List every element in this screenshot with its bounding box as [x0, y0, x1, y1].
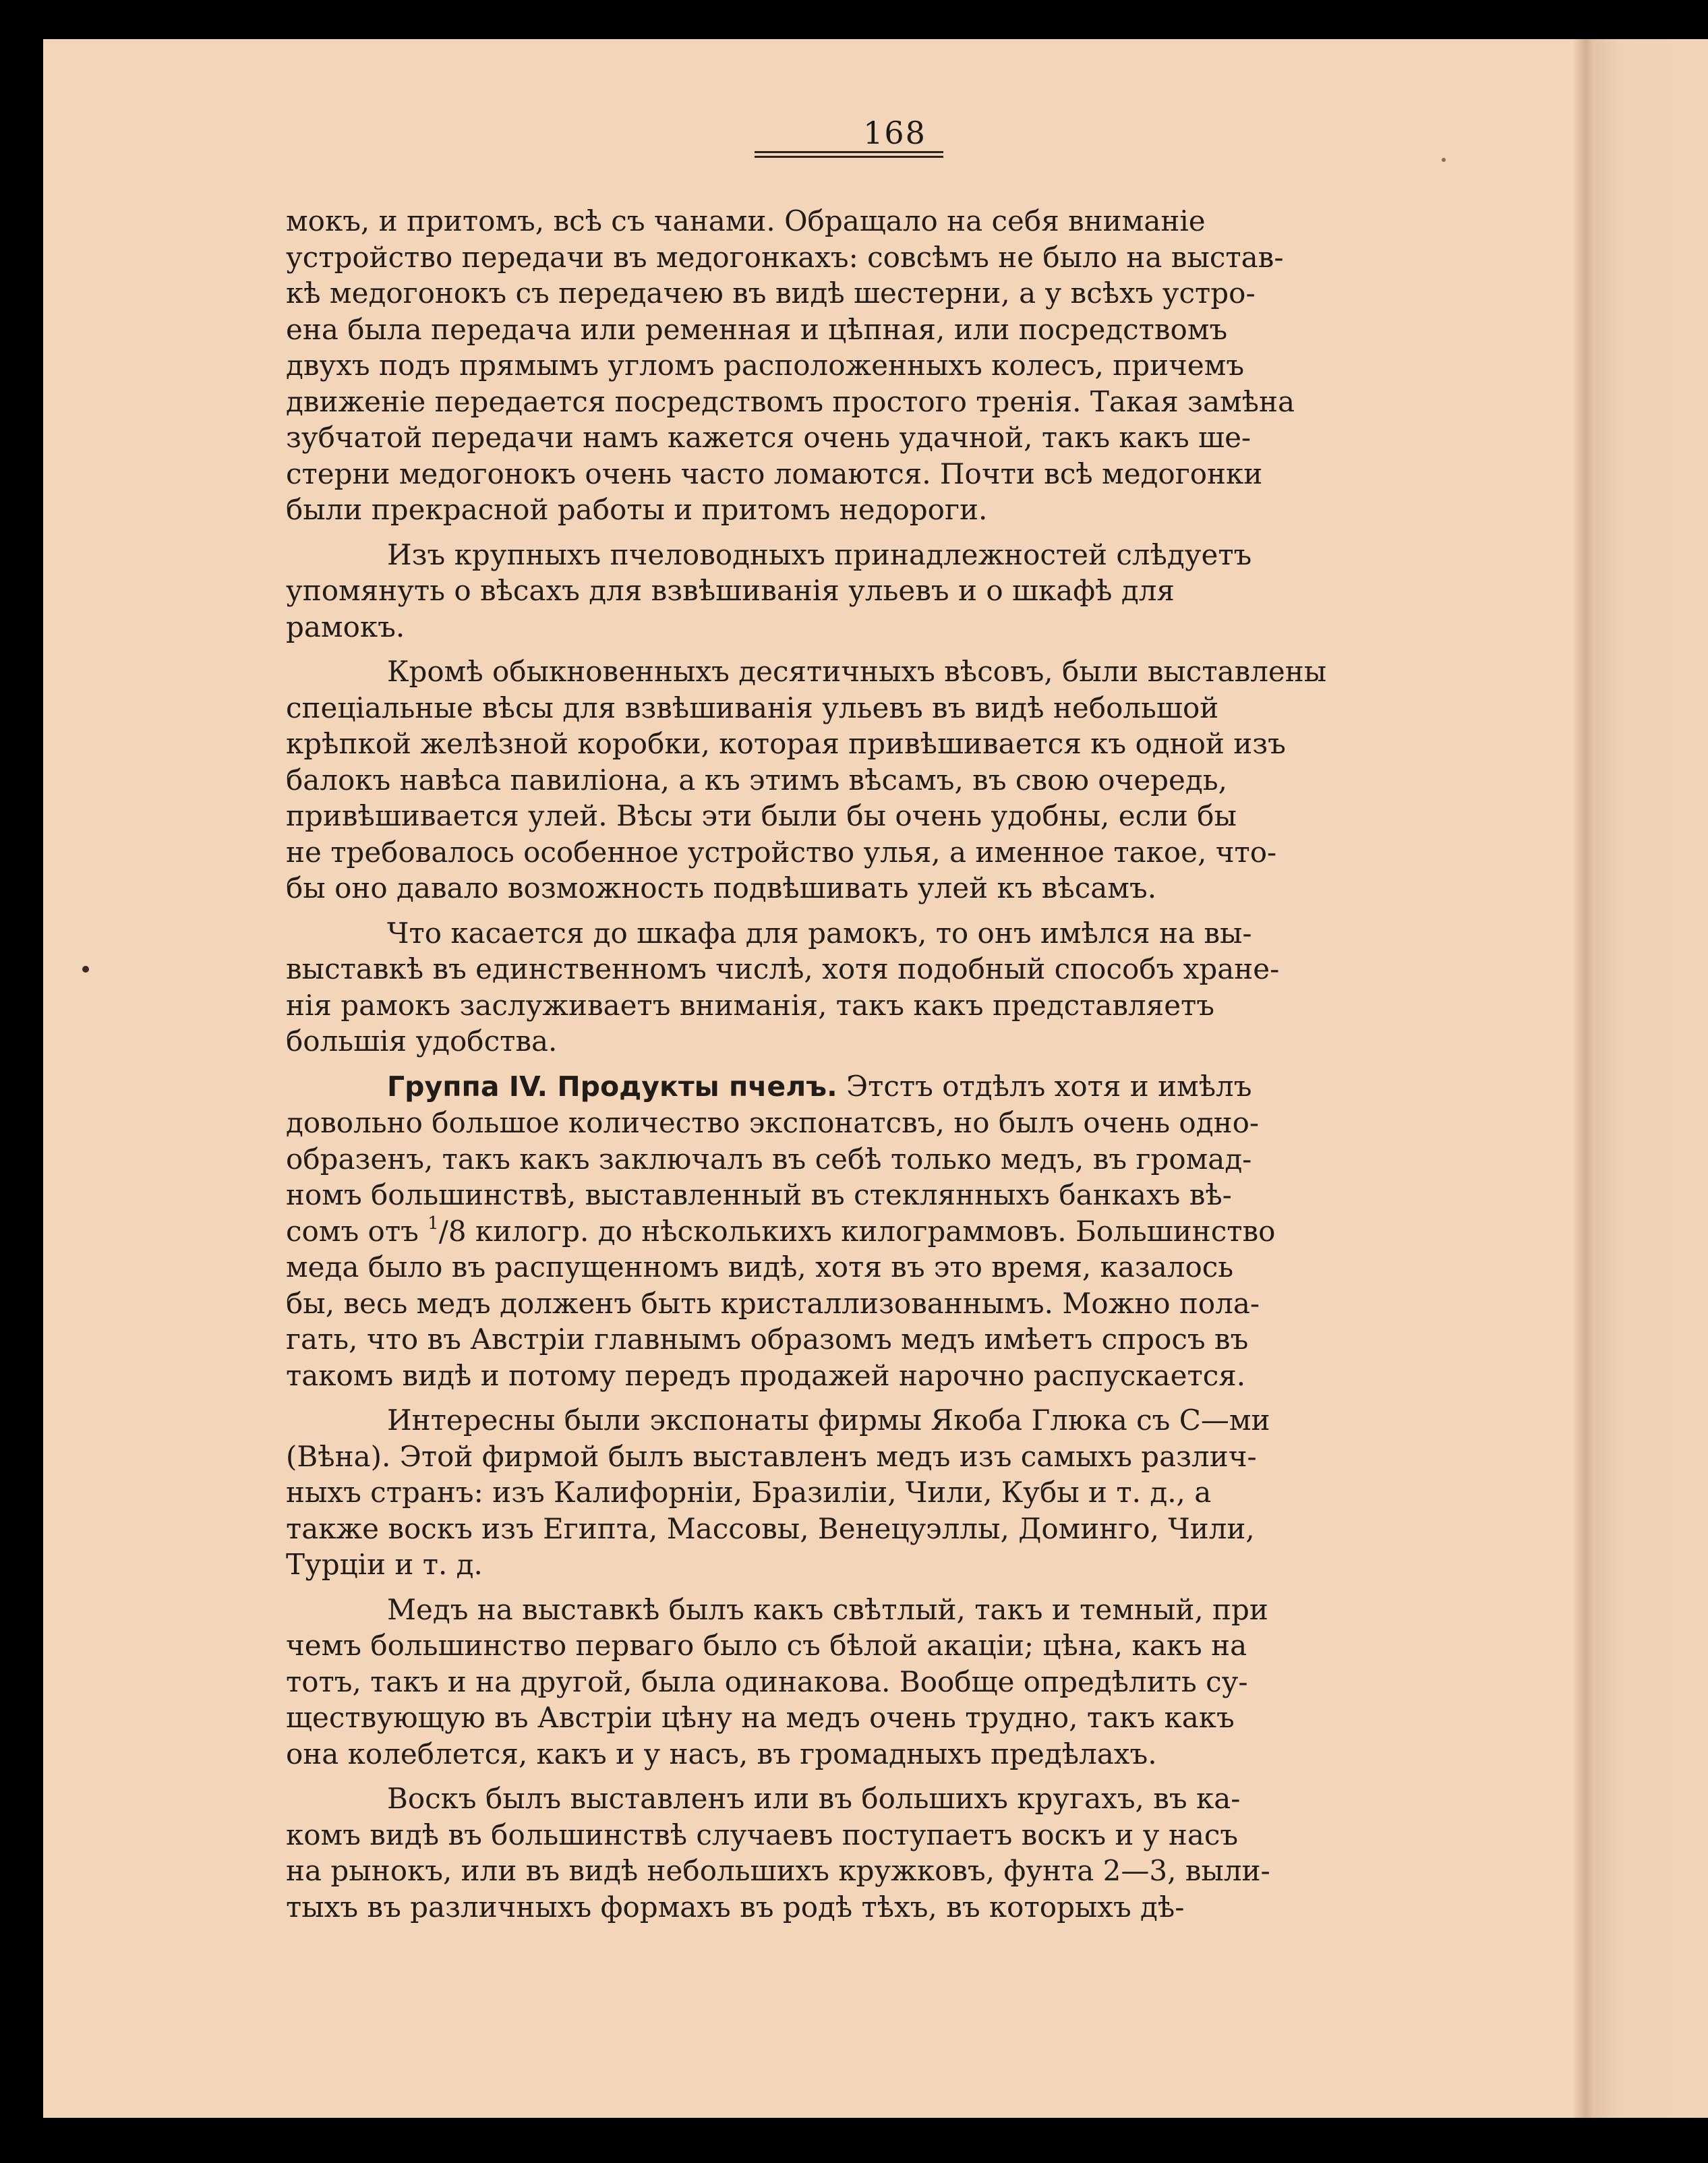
paper-speck	[1442, 158, 1446, 162]
text-line: были прекрасной работы и притомъ недороги.	[286, 493, 988, 526]
paragraph-honey-prices	[286, 1592, 1420, 1772]
text-line-fraction	[286, 1213, 1420, 1250]
header-double-rule	[755, 151, 943, 158]
text-line: Кромѣ обыкновенныхъ десятичныхъ вѣсовъ, были выставлены	[387, 655, 1327, 688]
paper-speck	[82, 966, 89, 973]
text-line: Медъ на выставкѣ былъ какъ свѣтлый, такъ и темный, при	[387, 1592, 1268, 1626]
text-line: Турціи и т. д.	[286, 1548, 483, 1581]
text-line: также воскъ изъ Египта, Массовы, Венецуэллы, Доминго, Чили,	[286, 1511, 1255, 1545]
fraction-before: сомъ отъ	[286, 1214, 428, 1248]
body-text	[286, 203, 1420, 1934]
text-line: гать, что въ Австріи главнымъ образомъ медъ имѣетъ спросъ въ	[286, 1323, 1249, 1356]
paragraph-frame-cabinet	[286, 915, 1420, 1060]
text-line: выставкѣ въ единственномъ числѣ, хотя подобный способъ хране-	[286, 952, 1280, 985]
text-line: бы оно давало возможность подвѣшивать улей къ вѣсамъ.	[286, 871, 1157, 904]
text-line: образенъ, такъ какъ заключалъ въ себѣ только медъ, въ громад-	[286, 1142, 1252, 1176]
text-line: нія рамокъ заслуживаетъ вниманія, такъ какъ представляетъ	[286, 988, 1215, 1022]
text-line: бы, весь медъ долженъ быть кристаллизованнымъ. Можно пола-	[286, 1286, 1260, 1320]
text-line: Интересны были экспонаты фирмы Якоба Глюка съ С—ми	[387, 1404, 1270, 1437]
paragraph-wax	[286, 1781, 1420, 1925]
text-line: ществующую въ Австріи цѣну на медъ очень трудно, такъ какъ	[286, 1701, 1235, 1734]
text-line: номъ большинствѣ, выставленный въ стеклянныхъ банкахъ вѣ-	[286, 1178, 1232, 1211]
text-line: не требовалось особенное устройство улья, а именное такое, что-	[286, 835, 1277, 869]
text-line: кѣ медогонокъ съ передачею въ видѣ шестерни, а у всѣхъ устро-	[286, 277, 1256, 310]
text-line: меда было въ распущенномъ видѣ, хотя въ это время, казалось	[286, 1250, 1234, 1284]
scanned-page	[43, 39, 1708, 2118]
paragraph-large-accessories	[286, 537, 1420, 645]
text-line: тотъ, такъ и на другой, была одинакова. Вообще опредѣлить су-	[286, 1665, 1248, 1698]
paragraph-scales	[286, 654, 1420, 906]
binding-gutter	[1572, 39, 1597, 2118]
text-line: Что касается до шкафа для рамокъ, то онъ имѣлся на вы-	[387, 916, 1252, 950]
text-line: она колеблется, какъ и у насъ, въ громадныхъ предѣлахъ.	[286, 1737, 1157, 1770]
text-line: спеціальные вѣсы для взвѣшиванія ульевъ въ видѣ небольшой	[286, 691, 1219, 724]
text-line: зубчатой передачи намъ кажется очень удачной, такъ какъ ше-	[286, 421, 1251, 454]
heading-line-rest: Этстъ отдѣлъ хотя и имѣлъ	[837, 1069, 1252, 1103]
text-line: балокъ навѣса павиліона, а къ этимъ вѣсамъ, въ свою очередь,	[286, 763, 1227, 797]
paragraph-honey-extractors	[286, 203, 1420, 528]
text-line: (Вѣна). Этой фирмой былъ выставленъ медъ изъ самыхъ различ-	[286, 1439, 1257, 1473]
text-line: на рынокъ, или въ видѣ небольшихъ кружковъ, фунта 2—3, выли-	[286, 1854, 1270, 1887]
fraction-denominator: /8	[438, 1214, 467, 1248]
text-line: крѣпкой желѣзной коробки, которая привѣшивается къ одной изъ	[286, 727, 1286, 760]
fraction-after: килогр. до нѣсколькихъ килограммовъ. Большинство	[466, 1214, 1276, 1248]
text-line: упомянуть о вѣсахъ для взвѣшиванія ульевъ и о шкафѣ для	[286, 574, 1175, 607]
text-line: рамокъ.	[286, 610, 405, 643]
facing-page-edge	[1594, 39, 1708, 2118]
page-number: 168	[863, 115, 926, 151]
text-line: ныхъ странъ: изъ Калифорніи, Бразиліи, Чили, Кубы и т. д., а	[286, 1476, 1212, 1509]
fraction-numerator: 1	[428, 1213, 439, 1234]
paragraph-group-iv	[286, 1068, 1420, 1394]
text-line: стерни медогонокъ очень часто ломаются. Почти всѣ медогонки	[286, 457, 1263, 490]
text-line: двухъ подъ прямымъ угломъ расположенныхъ колесъ, причемъ	[286, 349, 1245, 382]
text-line: ена была передача или ременная и цѣпная, или посредствомъ	[286, 312, 1228, 346]
text-line: Изъ крупныхъ пчеловодныхъ принадлежностей слѣдуетъ	[387, 538, 1252, 571]
paragraph-gluck-exhibits	[286, 1402, 1420, 1583]
text-line: движеніе передается посредствомъ простого тренія. Такая замѣна	[286, 384, 1295, 418]
text-line: Воскъ былъ выставленъ или въ большихъ кругахъ, въ ка-	[387, 1782, 1241, 1815]
text-line: привѣшивается улей. Вѣсы эти были бы очень удобны, если бы	[286, 799, 1237, 832]
text-line: мокъ, и притомъ, всѣ съ чанами. Обращало на себя вниманіе	[286, 204, 1206, 237]
text-line: тыхъ въ различныхъ формахъ въ родѣ тѣхъ, въ которыхъ дѣ-	[286, 1890, 1185, 1924]
text-line	[286, 1068, 1420, 1105]
text-line: довольно большое количество экспонатсвъ, но былъ очень одно-	[286, 1106, 1260, 1139]
section-heading-group-iv: Группа IV. Продукты пчелъ.	[387, 1070, 837, 1103]
text-line: чемъ большинство перваго было съ бѣлой акаціи; цѣна, какъ на	[286, 1629, 1247, 1662]
text-line: устройство передачи въ медогонкахъ: совсѣмъ не было на выстав-	[286, 240, 1284, 274]
text-line: большія удобства.	[286, 1025, 558, 1058]
text-line: комъ видѣ въ большинствѣ случаевъ поступаетъ воскъ и у насъ	[286, 1818, 1239, 1851]
text-line: такомъ видѣ и потому передъ продажей нарочно распускается.	[286, 1358, 1246, 1392]
